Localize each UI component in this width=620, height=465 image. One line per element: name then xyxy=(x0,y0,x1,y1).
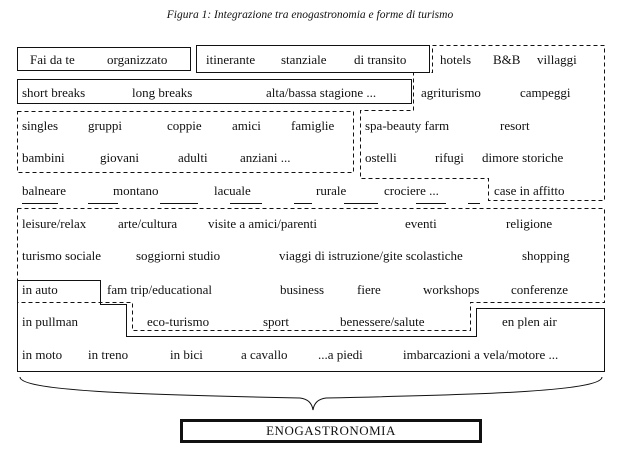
label-crociere: crociere ... xyxy=(384,183,439,198)
label-eventi: eventi xyxy=(405,216,437,231)
label-fai-da-te: Fai da te xyxy=(30,52,75,67)
label-eco-turismo: eco-turismo xyxy=(147,314,210,329)
label-alta-bassa-stagione: alta/bassa stagione ... xyxy=(266,85,377,100)
label-campeggi: campeggi xyxy=(520,85,571,100)
label-ostelli: ostelli xyxy=(365,150,397,165)
label-long-breaks: long breaks xyxy=(132,85,193,100)
label-in-auto: in auto xyxy=(22,282,58,297)
label-fam-trip-educational: fam trip/educational xyxy=(107,282,213,297)
figure-title: Figura 1: Integrazione tra enogastronomia e forme di turismo xyxy=(166,9,454,21)
label-a-cavallo: a cavallo xyxy=(241,347,288,362)
label-bambini: bambini xyxy=(22,150,65,165)
label-adulti: adulti xyxy=(178,150,208,165)
label-giovani: giovani xyxy=(100,150,139,165)
label-fiere: fiere xyxy=(357,282,381,297)
label-singles: singles xyxy=(22,118,59,133)
label-montano: montano xyxy=(113,183,159,198)
label-shopping: shopping xyxy=(522,248,570,263)
label-case-in-affitto: case in affitto xyxy=(494,183,565,198)
label-in-moto: in moto xyxy=(22,347,63,362)
label-a-piedi: ...a piedi xyxy=(318,347,363,362)
label-turismo-sociale: turismo sociale xyxy=(22,248,102,263)
label-balneare: balneare xyxy=(22,183,67,198)
label-hotels: hotels xyxy=(440,52,472,67)
label-in-bici: in bici xyxy=(170,347,203,362)
label-viaggi-di-istruzione: viaggi di istruzione/gite scolastiche xyxy=(279,248,463,263)
label-en-plen-air: en plen air xyxy=(502,314,557,329)
label-agriturismo: agriturismo xyxy=(421,85,481,100)
label-imbarcazioni: imbarcazioni a vela/motore ... xyxy=(403,347,559,362)
label-amici: amici xyxy=(232,118,261,133)
label-lacuale: lacuale xyxy=(214,183,251,198)
label-anziani: anziani ... xyxy=(240,150,291,165)
label-visite-amici-parenti: visite a amici/parenti xyxy=(208,216,318,231)
label-soggiorni-studio: soggiorni studio xyxy=(136,248,221,263)
label-in-treno: in treno xyxy=(88,347,129,362)
label-religione: religione xyxy=(506,216,553,231)
label-spa-beauty-farm: spa-beauty farm xyxy=(365,118,450,133)
label-gruppi: gruppi xyxy=(88,118,122,133)
label-leisure-relax: leisure/relax xyxy=(22,216,87,231)
label-villaggi: villaggi xyxy=(537,52,577,67)
label-business: business xyxy=(280,282,325,297)
label-bnb: B&B xyxy=(493,52,521,67)
label-short-breaks: short breaks xyxy=(22,85,86,100)
label-conferenze: conferenze xyxy=(511,282,569,297)
label-arte-cultura: arte/cultura xyxy=(118,216,178,231)
label-di-transito: di transito xyxy=(354,52,407,67)
label-sport: sport xyxy=(263,314,289,329)
label-dimore-storiche: dimore storiche xyxy=(482,150,564,165)
label-in-pullman: in pullman xyxy=(22,314,78,329)
curly-brace xyxy=(20,377,602,410)
label-coppie: coppie xyxy=(167,118,202,133)
label-famiglie: famiglie xyxy=(291,118,335,133)
enogastronomia-label: ENOGASTRONOMIA xyxy=(266,423,396,438)
label-benessere-salute: benessere/salute xyxy=(340,314,425,329)
label-workshops: workshops xyxy=(423,282,480,297)
label-rurale: rurale xyxy=(316,183,347,198)
label-rifugi: rifugi xyxy=(435,150,464,165)
label-itinerante: itinerante xyxy=(206,52,256,67)
label-resort: resort xyxy=(500,118,530,133)
label-organizzato: organizzato xyxy=(107,52,168,67)
label-stanziale: stanziale xyxy=(281,52,327,67)
